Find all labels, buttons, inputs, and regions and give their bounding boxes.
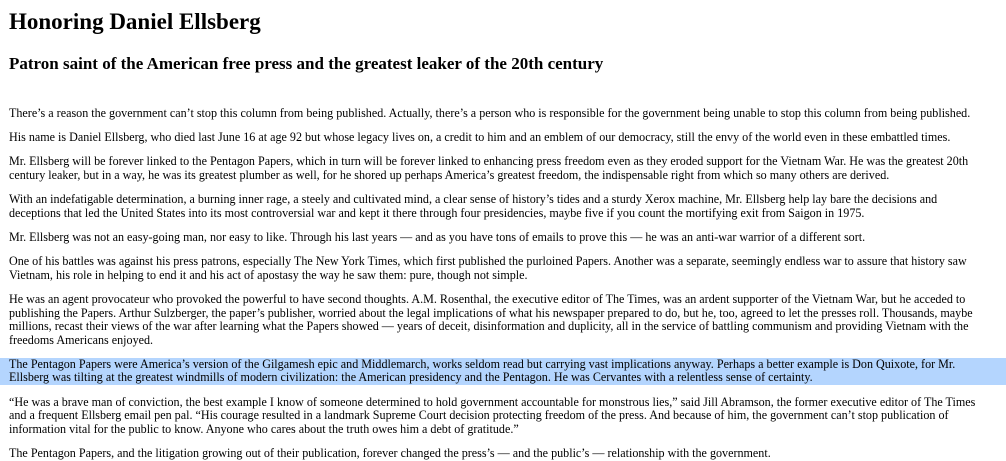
paragraph-9: “He was a brave man of conviction, the best example I know of someone determined to hold government accountable for monstrous lies,” said Jill Abramson, the former executive editor of The Times and a frequent Ellsberg email pen pal. “His courage resulted in a landmark Supreme Court decision protecting freedom of the press. And because of him, the government can’t stop publication of information vital for the public to know. Anyone who cares about the truth owes him a debt of gratitude.” — [9, 394, 976, 436]
paragraph-2: His name is Daniel Ellsberg, who died last June 16 at age 92 but whose legacy lives on, a credit to him and an emblem of our democracy, still the envy of the world even in these embattled times. — [9, 130, 951, 145]
paragraph-7: He was an agent provocateur who provoked the powerful to have second thoughts. A.M. Rosenthal, the executive editor of The Times, was an ardent supporter of the Vietnam War, but he acceded to publishing the Papers. Arthur Sulzberger, the paper’s publisher, worried about the legal implications of what his newspaper prepared to do, but he, too, agreed to let the presses roll. Thousands, maybe millions, recast their views of the war after learning what the Papers showed — years of deceit, disinformation and duplicity, all in the service of battling communism and providing Vietnam with the freedoms Americans enjoyed. — [9, 291, 973, 347]
article-body — [9, 107, 991, 461]
paragraph-10: The Pentagon Papers, and the litigation growing out of their publication, forever changed the press’s — and the public’s — relationship with the government. — [9, 446, 771, 461]
paragraph-8-selected[interactable]: The Pentagon Papers were America’s version of the Gilgamesh epic and Middlemarch, works seldom read but carrying vast implications anyway. Perhaps a better example is Don Quixote, for Mr. Ellsberg was tilting at the greatest windmills of modern civilization: the American presidency and the Pentagon. He was Cervantes with a relentless sense of certainty. — [0, 358, 1006, 385]
paragraph-1: There’s a reason the government can’t stop this column from being published. Actually, there’s a person who is responsible for the government being unable to stop this column from being published. — [9, 106, 971, 120]
paragraph-6: One of his battles was against his press patrons, especially The New York Times, which first published the purloined Papers. Another was a separate, seemingly endless war to assure that history saw Vietnam, his role in helping to end it and his act of apostasy the way he saw them: pure, though not simple. — [9, 254, 967, 282]
article-subtitle: Patron saint of the American free press and the greatest leaker of the 20th century — [9, 54, 604, 73]
paragraph-5: Mr. Ellsberg was not an easy-going man, nor easy to like. Through his last years — and as you have tons of emails to prove this — he was an anti-war warrior of a different sort. — [9, 229, 866, 244]
paragraph-4: With an indefatigable determination, a burning inner rage, a steely and cultivated mind, a clear sense of history’s tides and a sturdy Xerox machine, Mr. Ellsberg help lay bare the decisions and deceptions that led the United States into its most controversial war and kept it there through four presidencies, maybe five if you count the mortifying exit from Saigon in 1975. — [9, 192, 938, 220]
article-title: Honoring Daniel Ellsberg — [9, 9, 261, 34]
paragraph-3: Mr. Ellsberg will be forever linked to the Pentagon Papers, which in turn will be forever linked to enhancing press freedom even as they eroded support for the Vietnam War. He was the greatest 20th century leaker, but in a way, he was its greatest plumber as well, for he shored up perhaps America’s greatest freedom, the indispensable right from which so many others are derived. — [9, 154, 969, 182]
